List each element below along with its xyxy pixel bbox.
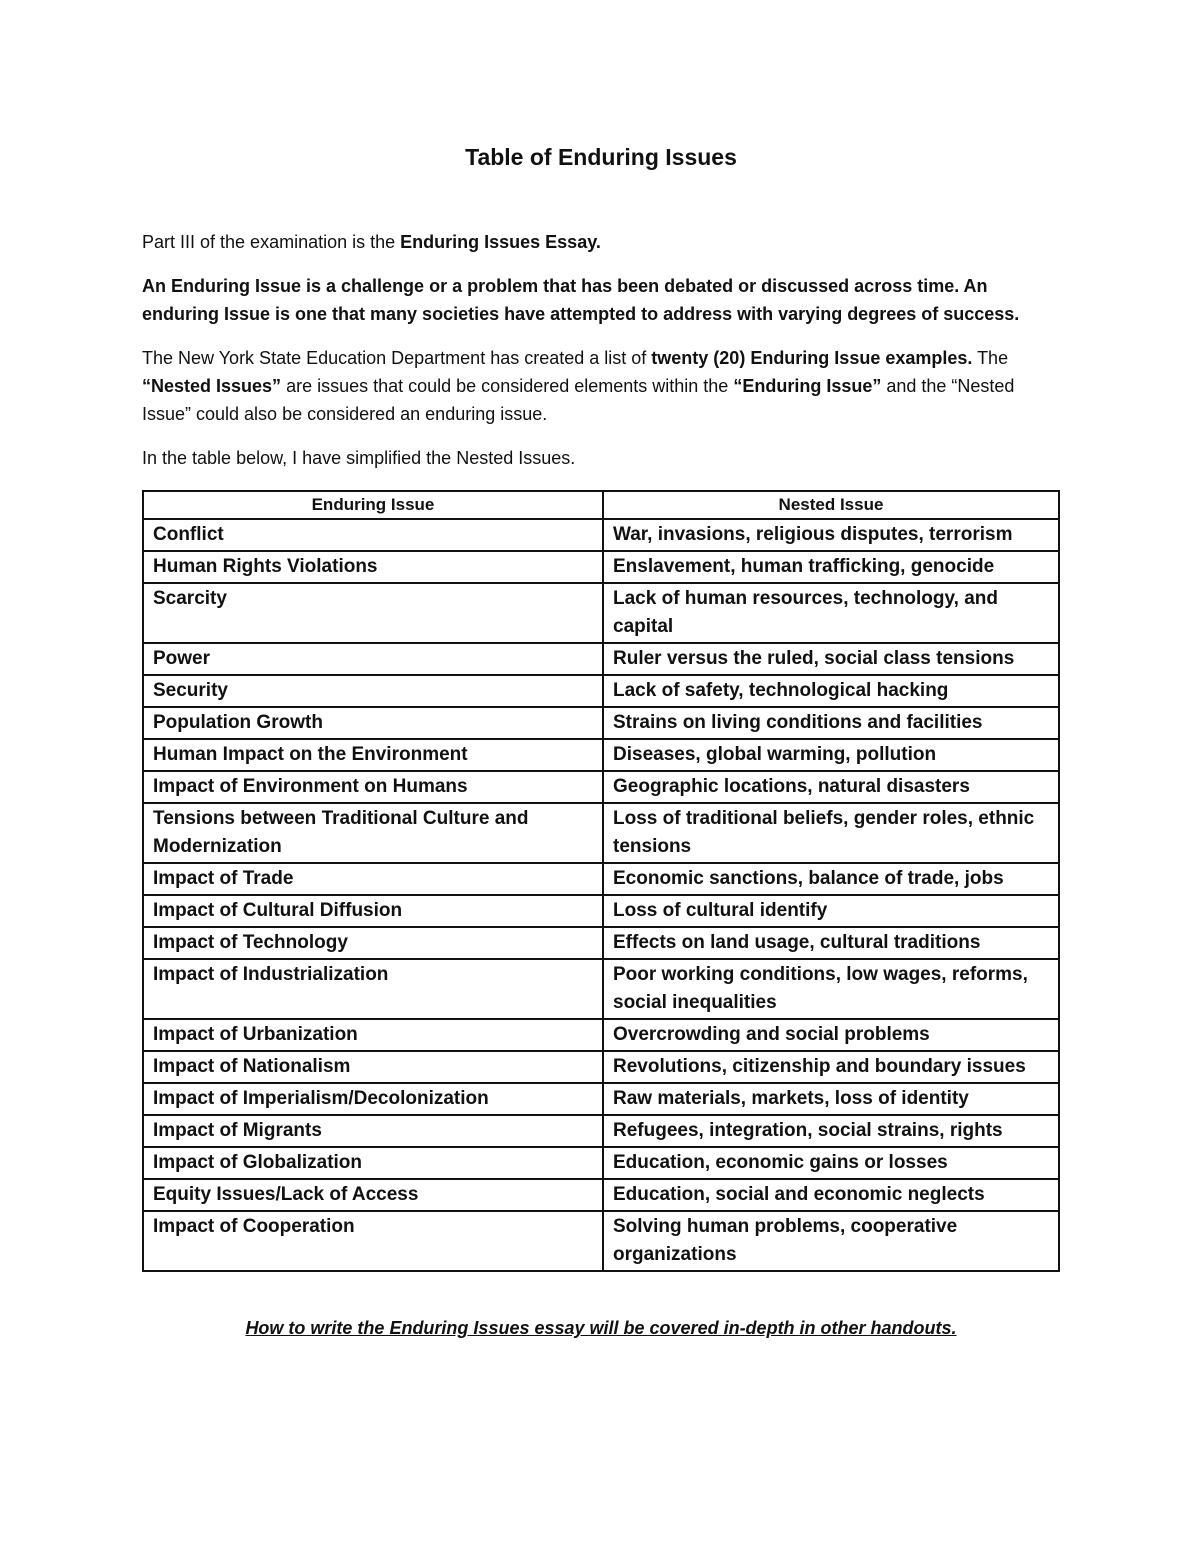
table-row <box>143 675 1059 707</box>
nested-issue-cell: Refugees, integration, social strains, rights <box>603 1115 1059 1147</box>
intro-p3-text-e: are issues that could be considered elements within the <box>281 376 734 396</box>
enduring-issue-cell: Impact of Cooperation <box>143 1211 603 1271</box>
intro-paragraph-2 <box>142 272 1060 328</box>
table-row <box>143 927 1059 959</box>
table-row <box>143 1211 1059 1271</box>
table-row <box>143 519 1059 551</box>
nested-issue-cell: Education, social and economic neglects <box>603 1179 1059 1211</box>
intro-p3-bold-b: twenty (20) Enduring Issue examples. <box>651 348 973 368</box>
intro-p1-bold: Enduring Issues Essay. <box>400 232 601 252</box>
enduring-issue-cell: Human Impact on the Environment <box>143 739 603 771</box>
intro-p1-text: Part III of the examination is the <box>142 232 401 252</box>
enduring-issue-cell: Human Rights Violations <box>143 551 603 583</box>
nested-issue-cell: Solving human problems, cooperative organizations <box>603 1211 1059 1271</box>
enduring-issue-cell: Impact of Urbanization <box>143 1019 603 1051</box>
nested-issue-cell: Strains on living conditions and facilities <box>603 707 1059 739</box>
table-row <box>143 1179 1059 1211</box>
table-row <box>143 803 1059 863</box>
table-row <box>143 1051 1059 1083</box>
intro-p2-bold: An Enduring Issue is a challenge or a problem that has been debated or discussed across time. An enduring Issue is one that many societies have attempted to address with varying degrees of success. <box>142 276 1020 324</box>
enduring-issue-cell: Impact of Industrialization <box>143 959 603 1019</box>
enduring-issue-cell: Impact of Cultural Diffusion <box>143 895 603 927</box>
table-row <box>143 707 1059 739</box>
table-row <box>143 739 1059 771</box>
enduring-issue-cell: Security <box>143 675 603 707</box>
intro-p3-bold-f: “Enduring Issue” <box>733 376 882 396</box>
intro-paragraph-4: In the table below, I have simplified the Nested Issues. <box>142 448 576 468</box>
nested-issue-cell: Lack of human resources, technology, and capital <box>603 583 1059 643</box>
nested-issue-cell: Raw materials, markets, loss of identity <box>603 1083 1059 1115</box>
enduring-issue-cell: Impact of Globalization <box>143 1147 603 1179</box>
table-row <box>143 959 1059 1019</box>
intro-p3-text-a: The New York State Education Department has created a list of <box>142 348 652 368</box>
nested-issue-cell: Loss of traditional beliefs, gender roles, ethnic tensions <box>603 803 1059 863</box>
table-row <box>143 1115 1059 1147</box>
enduring-issue-cell: Impact of Nationalism <box>143 1051 603 1083</box>
nested-issue-cell: Ruler versus the ruled, social class tensions <box>603 643 1059 675</box>
nested-issue-cell: Effects on land usage, cultural traditions <box>603 927 1059 959</box>
enduring-issue-cell: Scarcity <box>143 583 603 643</box>
table-row <box>143 1083 1059 1115</box>
enduring-issue-cell: Impact of Environment on Humans <box>143 771 603 803</box>
nested-issue-cell: Poor working conditions, low wages, reforms, social inequalities <box>603 959 1059 1019</box>
enduring-issue-cell: Impact of Trade <box>143 863 603 895</box>
intro-paragraph-1 <box>142 228 1060 256</box>
nested-issue-cell: Loss of cultural identify <box>603 895 1059 927</box>
nested-issue-cell: Economic sanctions, balance of trade, jobs <box>603 863 1059 895</box>
nested-issue-cell: Enslavement, human trafficking, genocide <box>603 551 1059 583</box>
table-row <box>143 771 1059 803</box>
enduring-issue-cell: Tensions between Traditional Culture and Modernization <box>143 803 603 863</box>
column-header-nested-issue: Nested Issue <box>603 491 1059 519</box>
footer-note: How to write the Enduring Issues essay will be covered in-depth in other handouts. <box>245 1318 957 1338</box>
intro-p3-text-g: and the “Nested Issue” could also be considered an enduring issue. <box>142 376 1015 424</box>
enduring-issue-cell: Population Growth <box>143 707 603 739</box>
intro-p3-bold-d: “Nested Issues” <box>142 376 282 396</box>
intro-p3-text-c: The <box>972 348 1009 368</box>
enduring-issues-table <box>142 490 1060 1272</box>
page-title: Table of Enduring Issues <box>465 144 737 170</box>
enduring-issue-cell: Power <box>143 643 603 675</box>
table-row <box>143 1019 1059 1051</box>
enduring-issue-cell: Impact of Migrants <box>143 1115 603 1147</box>
enduring-issue-cell: Conflict <box>143 519 603 551</box>
table-row <box>143 643 1059 675</box>
nested-issue-cell: Diseases, global warming, pollution <box>603 739 1059 771</box>
nested-issue-cell: War, invasions, religious disputes, terrorism <box>603 519 1059 551</box>
column-header-enduring-issue: Enduring Issue <box>143 491 603 519</box>
table-row <box>143 551 1059 583</box>
table-row <box>143 583 1059 643</box>
intro-paragraph-3 <box>142 344 1060 428</box>
enduring-issue-cell: Impact of Technology <box>143 927 603 959</box>
table-row <box>143 895 1059 927</box>
table-row <box>143 863 1059 895</box>
nested-issue-cell: Geographic locations, natural disasters <box>603 771 1059 803</box>
nested-issue-cell: Revolutions, citizenship and boundary issues <box>603 1051 1059 1083</box>
enduring-issue-cell: Impact of Imperialism/Decolonization <box>143 1083 603 1115</box>
table-row <box>143 1147 1059 1179</box>
nested-issue-cell: Overcrowding and social problems <box>603 1019 1059 1051</box>
table-header-row <box>143 491 1059 519</box>
nested-issue-cell: Education, economic gains or losses <box>603 1147 1059 1179</box>
enduring-issue-cell: Equity Issues/Lack of Access <box>143 1179 603 1211</box>
document-page <box>142 140 1060 1357</box>
nested-issue-cell: Lack of safety, technological hacking <box>603 675 1059 707</box>
